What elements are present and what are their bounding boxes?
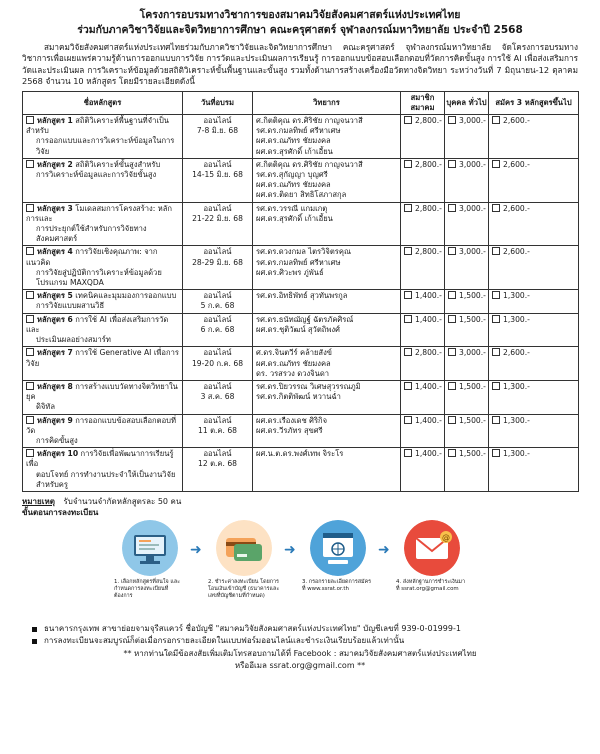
course-speakers-cell <box>253 347 401 381</box>
checkbox-icon[interactable] <box>448 247 456 255</box>
monitor-icon <box>122 520 178 576</box>
checkbox-icon[interactable] <box>26 315 34 323</box>
table-row <box>23 347 579 381</box>
member-price: 2,800.- <box>415 203 442 213</box>
course-speakers-cell <box>253 246 401 290</box>
arrow-icon: ➜ <box>190 541 202 558</box>
course-title-line-1: การออกแบบข้อสอบเลือกตอบที่วัด <box>26 415 176 435</box>
speaker-name: รศ.ดร.สุกัญญา บุญศรี <box>256 170 328 180</box>
note <box>22 496 578 507</box>
speaker-name: ผศ.ดร.ณภัทร ชัยมงคล <box>256 180 331 190</box>
step-3-illustration <box>310 520 366 576</box>
course-date: 21-22 มิ.ย. 68 <box>192 213 243 223</box>
speaker-name: รศ.ดร.อิทธิพัทธ์ สุวทันพรกูล <box>256 291 348 301</box>
bundle-price-cell <box>489 448 579 492</box>
header-bundle-price: สมัคร 3 หลักสูตรขึ้นไป <box>489 91 579 114</box>
checkbox-icon[interactable] <box>26 348 34 356</box>
member-price-cell <box>401 448 445 492</box>
note-head: หมายเหตุ <box>22 496 55 506</box>
general-price-cell <box>445 414 489 448</box>
course-mode: ออนไลน์ <box>203 415 232 425</box>
bundle-price: 2,600.- <box>503 348 530 358</box>
checkbox-icon[interactable] <box>26 160 34 168</box>
course-name-cell <box>23 246 183 290</box>
course-name-cell <box>23 115 183 159</box>
member-price-cell <box>401 380 445 414</box>
course-mode: ออนไลน์ <box>203 449 232 459</box>
course-mode: ออนไลน์ <box>203 314 232 324</box>
registration-complete-info: การลงทะเบียนจะสมบูรณ์ก็ต่อเมื่อกรอกรายละเอียดในแบบฟอร์มออนไลน์และชำระเงินเรียบร้อยแล้วเท่านั้น <box>22 635 578 647</box>
step-1-caption: 1. เลือกหลักสูตรที่สนใจ และกำหนดการลงทะเบียนที่ต้องการ <box>114 578 181 599</box>
checkbox-icon[interactable] <box>492 315 500 323</box>
intro-paragraph: สมาคมวิจัยสังคมศาสตร์แห่งประเทศไทยร่วมกับภาควิชาวิจัยและจิตวิทยาการศึกษา คณะครุศาสตร์ จุฬาลงกรณ์มหาวิทยาลัย จัดโครงการอบรมทางวิชาการเพื่อเผยแพร่ความรู้ด้านการออกแบบการวิจัย การวัดและประเมินผลการเรียนรู้ การออกแบบข้อสอบเลือกตอบที่วัดการคิดขั้นสูง การใช้ AI เพื่อส่งเสริมการวัดและประเมินผล การวิเคราะห์ข้อมูลด้วยสถิติวิเคราะห์ขั้นพื้นฐานและขั้นสูง รวมทั้งด้านการสร้างเครื่องมือวัดทางจิตวิทยา ระหว่างวันที่ 7 มิถุนายน-12 ตุลาคม 2568 จำนวน 10 หลักสูตร โดยมีรายละเอียดดังนี้ <box>22 42 578 87</box>
course-date-cell <box>183 448 253 492</box>
checkbox-icon[interactable] <box>404 315 412 323</box>
general-price: 1,500.- <box>459 415 486 425</box>
course-speakers-cell <box>253 380 401 414</box>
course-title-line-2: ดิจิทัล <box>36 402 56 412</box>
speaker-name: ศ.กิตติคุณ ดร.ศิริชัย กาญจนวาสี <box>256 159 363 169</box>
general-price: 1,500.- <box>459 449 486 459</box>
bundle-price: 2,600.- <box>503 247 530 257</box>
course-table-body <box>23 115 579 492</box>
checkbox-icon[interactable] <box>492 116 500 124</box>
bundle-price-cell <box>489 290 579 313</box>
course-mode: ออนไลน์ <box>203 381 232 391</box>
footer-line-1: ** หากท่านใดมีข้อสงสัยเพิ่มเติมโทรสอบถามได้ที่ Facebook : สมาคมวิจัยสังคมศาสตร์แห่งประเทศไทย <box>123 648 477 658</box>
course-date: 14-15 มิ.ย. 68 <box>192 170 243 180</box>
course-date-cell <box>183 115 253 159</box>
general-price-cell <box>445 115 489 159</box>
checkbox-icon[interactable] <box>492 204 500 212</box>
general-price: 3,000.- <box>459 116 486 126</box>
course-date-cell <box>183 313 253 347</box>
bundle-price-cell <box>489 380 579 414</box>
course-number: หลักสูตร 3 <box>37 203 73 213</box>
general-price-cell <box>445 202 489 246</box>
table-row <box>23 158 579 202</box>
step-3 <box>302 520 374 593</box>
course-name-cell <box>23 347 183 381</box>
speaker-name: ผศ.ดร.ศิวะพร ภู่พันธ์ <box>256 267 324 277</box>
course-title-line-2: การวิจัยแบบผสานวิธี <box>36 301 105 311</box>
speaker-name: รศ.ดร.ปิยวรรณ วิเศษสุวรรณภูมิ <box>256 381 361 391</box>
bundle-price-cell <box>489 246 579 290</box>
course-date: 7-8 มิ.ย. 68 <box>196 126 239 136</box>
bundle-price-cell <box>489 115 579 159</box>
course-mode: ออนไลน์ <box>203 291 232 301</box>
header-member-price: สมาชิก สมาคม <box>401 91 445 114</box>
bundle-price-cell <box>489 313 579 347</box>
general-price-cell <box>445 158 489 202</box>
bundle-price: 1,300.- <box>503 449 530 459</box>
checkbox-icon[interactable] <box>492 348 500 356</box>
speaker-name: ผศ.ดร.วีรภัทร สุขศรี <box>256 425 323 435</box>
member-price-cell <box>401 202 445 246</box>
checkbox-icon[interactable] <box>492 160 500 168</box>
course-name-cell <box>23 313 183 347</box>
checkbox-icon[interactable] <box>448 315 456 323</box>
checkbox-icon[interactable] <box>448 116 456 124</box>
payment-info <box>22 623 578 647</box>
general-price: 1,500.- <box>459 291 486 301</box>
speaker-name: รศ.ดร.กมลทิพย์ ศรีหาเศษ <box>256 126 341 136</box>
member-price-cell <box>401 115 445 159</box>
checkbox-icon[interactable] <box>448 160 456 168</box>
checkbox-icon[interactable] <box>26 116 34 124</box>
email-icon <box>404 520 460 576</box>
member-price-cell <box>401 290 445 313</box>
course-title-line-2: การประยุกต์ใช้สำหรับการวิจัยทางสังคมศาสตร์ <box>36 224 147 244</box>
course-number: หลักสูตร 9 <box>37 415 73 425</box>
course-number: หลักสูตร 6 <box>37 314 73 324</box>
header-course: ชื่อหลักสูตร <box>23 91 183 114</box>
course-date-cell <box>183 414 253 448</box>
checkbox-icon[interactable] <box>404 204 412 212</box>
step-3-caption: 3. กรอกรายละเอียดการสมัครที่ www.ssrat.or.th <box>302 578 372 592</box>
credit-card-icon <box>216 520 272 576</box>
course-title-line-1: การใช้ Generative AI เพื่อการวิจัย <box>26 348 179 368</box>
bundle-price: 1,300.- <box>503 291 530 301</box>
member-price-cell <box>401 313 445 347</box>
course-date-cell <box>183 380 253 414</box>
header-speakers: วิทยากร <box>253 91 401 114</box>
course-table <box>22 91 579 492</box>
general-price-cell <box>445 290 489 313</box>
course-title-line-1: การวิจัยเพื่อพัฒนาการเรียนรู้เพื่อ <box>26 449 174 469</box>
online-form-icon <box>310 520 366 576</box>
checkbox-icon[interactable] <box>448 416 456 424</box>
checkbox-icon[interactable] <box>492 247 500 255</box>
checkbox-icon[interactable] <box>26 449 34 457</box>
step-2-illustration <box>216 520 272 576</box>
speaker-name: ผศ.น.ต.ดร.พงศ์เทพ จิระโร <box>256 449 344 459</box>
footer-line-2: หรืออีเมล ssrat.org@gmail.com ** <box>234 660 366 670</box>
course-name-cell <box>23 158 183 202</box>
bundle-price: 1,300.- <box>503 415 530 425</box>
general-price-cell <box>445 448 489 492</box>
checkbox-icon[interactable] <box>26 382 34 390</box>
checkbox-icon[interactable] <box>26 204 34 212</box>
member-price: 2,800.- <box>415 159 442 169</box>
course-date: 3 ส.ค. 68 <box>200 392 235 402</box>
general-price: 3,000.- <box>459 247 486 257</box>
checkbox-icon[interactable] <box>448 348 456 356</box>
title-line-2: ร่วมกับภาควิชาวิจัยและจิตวิทยาการศึกษา คณะครุศาสตร์ จุฬาลงกรณ์มหาวิทยาลัย ประจำปี 2568 <box>77 24 523 36</box>
general-price-cell <box>445 313 489 347</box>
speaker-name: ผศ.ดร.ณภัทร ชัยมงคล <box>256 136 331 146</box>
course-title-line-1: การใช้ AI เพื่อส่งเสริมการวัดและ <box>26 314 169 334</box>
course-date-cell <box>183 246 253 290</box>
course-title-line-1: การวิจัยเชิงคุณภาพ: จากแนวคิด <box>26 247 158 267</box>
checkbox-icon[interactable] <box>448 382 456 390</box>
checkbox-icon[interactable] <box>404 416 412 424</box>
course-name-cell <box>23 448 183 492</box>
table-row <box>23 448 579 492</box>
checkbox-icon[interactable] <box>404 116 412 124</box>
course-mode: ออนไลน์ <box>203 116 232 126</box>
member-price-cell <box>401 414 445 448</box>
course-mode: ออนไลน์ <box>203 348 232 358</box>
title-line-1: โครงการอบรมทางวิชาการของสมาคมวิจัยสังคมศาสตร์แห่งประเทศไทย <box>139 9 461 21</box>
course-title-line-2: ประเมินผลอย่างสมาร์ท <box>36 335 111 345</box>
speaker-name: รศ.ดร.กมลทิพย์ ศรีหาเศษ <box>256 257 341 267</box>
bundle-price: 2,600.- <box>503 116 530 126</box>
speaker-name: รศ.ดร.กิตติพัฒน์ หวานฉ่ำ <box>256 392 341 402</box>
course-speakers-cell <box>253 414 401 448</box>
general-price: 1,500.- <box>459 314 486 324</box>
speaker-name: ผศ.ดร.ติดยา สิทธิโสภาสกุล <box>256 190 347 200</box>
course-title-line-1: สถิติวิเคราะห์ขั้นสูงสำหรับ <box>75 159 161 169</box>
bundle-price: 2,600.- <box>503 159 530 169</box>
general-price-cell <box>445 380 489 414</box>
bundle-price: 1,300.- <box>503 314 530 324</box>
course-name-cell <box>23 414 183 448</box>
registration-steps <box>22 520 578 615</box>
table-row <box>23 246 579 290</box>
course-name-cell <box>23 380 183 414</box>
step-2 <box>208 520 280 600</box>
checkbox-icon[interactable] <box>492 416 500 424</box>
speaker-name: ผศ.ดร.ชุติวัฒน์ สุวัตถิพงศ์ <box>256 324 340 334</box>
step-1-illustration <box>122 520 178 576</box>
speaker-name: รศ.ดร.วรรณี แกมเกตุ <box>256 203 328 213</box>
general-price: 3,000.- <box>459 348 486 358</box>
table-row <box>23 202 579 246</box>
table-row <box>23 115 579 159</box>
member-price: 1,400.- <box>415 415 442 425</box>
course-name-cell <box>23 290 183 313</box>
steps-heading: ขั้นตอนการลงทะเบียน <box>22 507 99 517</box>
course-date-cell <box>183 347 253 381</box>
course-mode: ออนไลน์ <box>203 247 232 257</box>
course-speakers-cell <box>253 158 401 202</box>
member-price: 1,400.- <box>415 381 442 391</box>
speaker-name: ศ.กิตติคุณ ดร.ศิริชัย กาญจนวาสี <box>256 116 363 126</box>
course-name-cell <box>23 202 183 246</box>
course-title-line-1: เทคนิคและมุมมองการออกแบบ <box>75 291 177 301</box>
speaker-name: ผศ.ดร.ณภัทร ชัยมงคล <box>256 358 331 368</box>
bank-account-info: ธนาคารกรุงเทพ สาขาย่อยจามจุรีสแควร์ ชื่อบัญชี "สมาคมวิจัยสังคมศาสตร์แห่งประเทศไทย" บัญชีเลขที่ 939-0-01999-1 <box>22 623 578 635</box>
speaker-name: ผศ.ดร.สุรศักดิ์ เก้าเอี้ยน <box>256 146 333 156</box>
general-price: 1,500.- <box>459 381 486 391</box>
contact-footer <box>22 648 578 672</box>
course-date: 19-20 ก.ค. 68 <box>191 358 244 368</box>
course-number: หลักสูตร 1 <box>37 116 73 126</box>
course-title-line-2: การวิเคราะห์ข้อมูลและการวิจัยขั้นสูง <box>36 170 157 180</box>
member-price: 1,400.- <box>415 291 442 301</box>
checkbox-icon[interactable] <box>404 348 412 356</box>
checkbox-icon[interactable] <box>26 291 34 299</box>
note-text: รับจำนวนจำกัดหลักสูตรละ 50 คน <box>63 496 182 506</box>
general-price-cell <box>445 246 489 290</box>
checkbox-icon[interactable] <box>448 291 456 299</box>
bundle-price-cell <box>489 202 579 246</box>
table-row <box>23 414 579 448</box>
course-number: หลักสูตร 7 <box>37 348 73 358</box>
table-header-row <box>23 91 579 114</box>
course-date: 11 ต.ค. 68 <box>198 425 237 435</box>
svg-text:@: @ <box>442 532 450 542</box>
course-date: 6 ก.ค. 68 <box>200 324 235 334</box>
speaker-name: รศ.ดร.ดวงกมล ไตรวิจิตรคุณ <box>256 247 351 257</box>
step-2-caption: 2. ชำระค่าลงทะเบียน โดยการโอนเงินเข้าบัญชี (ธนาคารและเลขที่บัญชีตามที่กำหนด) <box>208 578 280 599</box>
table-row <box>23 313 579 347</box>
course-date: 12 ต.ค. 68 <box>198 459 237 469</box>
bundle-price: 2,600.- <box>503 203 530 213</box>
checkbox-icon[interactable] <box>404 160 412 168</box>
course-date-cell <box>183 158 253 202</box>
checkbox-icon[interactable] <box>26 247 34 255</box>
course-title-line-2: ตอบโจทย์ การทำงานประจำให้เป็นงานวิจัยสำหรับครู <box>36 469 176 489</box>
arrow-icon: ➜ <box>284 541 296 558</box>
course-number: หลักสูตร 8 <box>37 381 73 391</box>
member-price: 1,400.- <box>415 314 442 324</box>
checkbox-icon[interactable] <box>404 291 412 299</box>
bundle-price: 1,300.- <box>503 381 530 391</box>
bundle-price-cell <box>489 414 579 448</box>
course-speakers-cell <box>253 115 401 159</box>
header-date: วันที่อบรม <box>183 91 253 114</box>
checkbox-icon[interactable] <box>448 449 456 457</box>
course-mode: ออนไลน์ <box>203 159 232 169</box>
general-price-cell <box>445 347 489 381</box>
course-title-line-1: สถิติวิเคราะห์พื้นฐานที่จำเป็นสำหรับ <box>26 116 169 136</box>
checkbox-icon[interactable] <box>492 449 500 457</box>
course-title-line-1: โมเดลสมการโครงสร้าง: หลักการและ <box>26 203 172 223</box>
step-4-illustration <box>404 520 460 576</box>
course-number: หลักสูตร 10 <box>37 449 79 459</box>
course-mode: ออนไลน์ <box>203 203 232 213</box>
course-speakers-cell <box>253 290 401 313</box>
checkbox-icon[interactable] <box>492 382 500 390</box>
member-price: 2,800.- <box>415 116 442 126</box>
member-price-cell <box>401 347 445 381</box>
member-price: 1,400.- <box>415 449 442 459</box>
checkbox-icon[interactable] <box>404 449 412 457</box>
course-title-line-2: การวิจัยสู่ปฏิบัติการวิเคราะห์ข้อมูลด้วยโปรแกรม MAXQDA <box>36 267 162 288</box>
course-date-cell <box>183 202 253 246</box>
step-4 <box>396 520 468 593</box>
course-title-line-2: การคิดขั้นสูง <box>36 435 78 445</box>
general-price: 3,000.- <box>459 203 486 213</box>
course-date: 28-29 มิ.ย. 68 <box>192 257 243 267</box>
speaker-name: ดร. วรสรวง ดวงจินดา <box>256 368 330 378</box>
checkbox-icon[interactable] <box>404 382 412 390</box>
course-speakers-cell <box>253 202 401 246</box>
arrow-icon: ➜ <box>378 541 390 558</box>
header-general-price: บุคคล ทั่วไป <box>445 91 489 114</box>
course-title-line-1: การสร้างแบบวัดทางจิตวิทยาในยุค <box>26 381 178 402</box>
member-price-cell <box>401 246 445 290</box>
document-page <box>22 8 578 672</box>
checkbox-icon[interactable] <box>404 247 412 255</box>
speaker-name: ผศ.ดร.เรืองเดช ศิริกิจ <box>256 415 328 425</box>
speaker-name: ผศ.ดร.สุรศักดิ์ เก้าเอี้ยน <box>256 213 333 223</box>
table-row <box>23 290 579 313</box>
course-number: หลักสูตร 2 <box>37 159 73 169</box>
course-number: หลักสูตร 4 <box>37 247 73 257</box>
member-price-cell <box>401 158 445 202</box>
course-speakers-cell <box>253 448 401 492</box>
step-4-caption: 4. ส่งหลักฐานการชำระเงินมาที่ ssrat.org@gmail.com <box>396 578 465 592</box>
course-speakers-cell <box>253 313 401 347</box>
bundle-price-cell <box>489 347 579 381</box>
table-row <box>23 380 579 414</box>
checkbox-icon[interactable] <box>26 416 34 424</box>
course-number: หลักสูตร 5 <box>37 291 73 301</box>
speaker-name: รศ.ดร.ธนัทฌัญฐ์ ฉัตรภัคศิรณ์ <box>256 314 354 324</box>
general-price: 3,000.- <box>459 159 486 169</box>
checkbox-icon[interactable] <box>448 204 456 212</box>
course-title-line-2: การออกแบบและการวิเคราะห์ข้อมูลในการวิจัย <box>36 136 175 156</box>
speaker-name: ศ.ดร.จินตวีร์ คล้ายสังข์ <box>256 348 332 358</box>
member-price: 2,800.- <box>415 348 442 358</box>
bundle-price-cell <box>489 158 579 202</box>
member-price: 2,800.- <box>415 247 442 257</box>
step-1 <box>114 520 186 600</box>
course-date: 5 ก.ค. 68 <box>200 301 235 311</box>
document-title <box>22 8 578 38</box>
course-date-cell <box>183 290 253 313</box>
checkbox-icon[interactable] <box>492 291 500 299</box>
